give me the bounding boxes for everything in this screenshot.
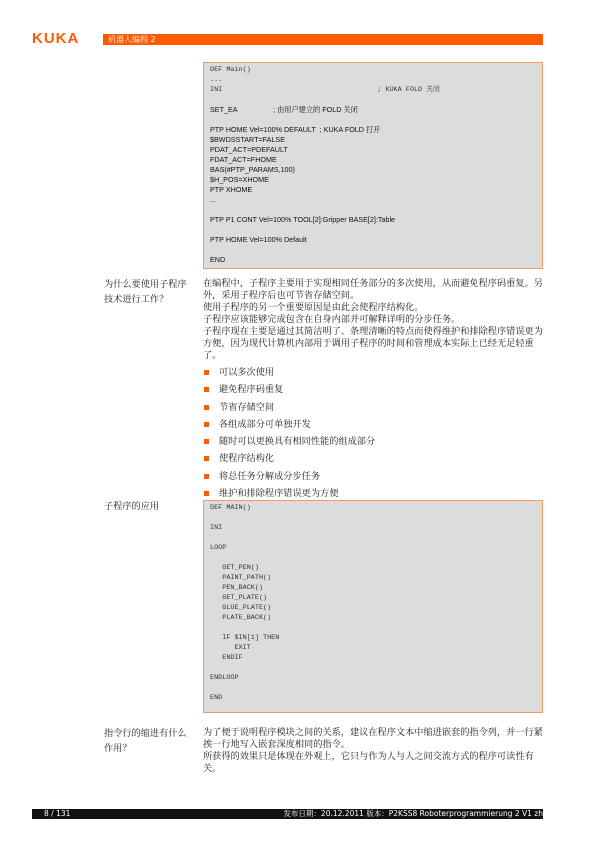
section-body-indentation (203, 727, 545, 775)
section-body-why-subprograms (203, 278, 545, 362)
document-title: 机器人编程 2 (108, 35, 156, 44)
code-line: ... (210, 76, 223, 84)
code-line: PTP XHOME (210, 185, 253, 194)
code-line: PAINT_PATH() (210, 574, 272, 582)
list-item (203, 468, 375, 485)
code-line: PLATE_BACK() (210, 614, 272, 622)
paragraph: 子程序应该能够完成包含在自身内部并可解释详明的分步任务。 (203, 314, 461, 325)
code-line (210, 683, 536, 693)
code-line: GLUE_PLATE() (210, 604, 272, 612)
code-line: INI (210, 524, 223, 532)
list-item-text: 随时可以更换具有相同性能的组成部分 (219, 436, 376, 448)
code-block-main (203, 62, 543, 269)
code-line (210, 115, 536, 125)
bullet-square-icon (204, 456, 209, 461)
list-item-text: 维护和排除程序错误更为方便 (219, 488, 339, 500)
code-line: END (210, 694, 223, 702)
footer-bar (32, 809, 543, 819)
header-bar (103, 34, 543, 45)
list-item (203, 450, 375, 467)
code-line: PTP HOME Vel=100% Default (210, 235, 307, 244)
code-line: PTP HOME Vel=100% DEFAULT ; KUKA FOLD 打开 (210, 125, 381, 134)
bullet-square-icon (204, 370, 209, 375)
section-label-indentation: 指令行的缩进有什么作用？ (104, 728, 187, 754)
paragraph: 子程序现在主要是通过其简洁明了、条理清晰的特点而使得维护和排除程序错误更为方便，因为现代计算机内部用于调用子程序的时间和管理成本实际上已经无足轻重了。 (203, 326, 543, 361)
list-item-text: 将总任务分解成分步任务 (219, 470, 321, 482)
list-item-text: 使程序结构化 (219, 453, 275, 465)
code-line (210, 205, 536, 215)
kuka-logo: KUKA (32, 30, 80, 47)
section-label-usage: 子程序的应用 (104, 501, 160, 512)
code-line: PEN_BACK() (210, 584, 264, 592)
list-item (203, 399, 375, 416)
list-item (203, 433, 375, 450)
section-label-why-subprograms: 为什么要使用子程序技术进行工作？ (104, 279, 187, 305)
page-number: 8 / 131 (44, 809, 71, 818)
list-item (203, 381, 375, 398)
list-item (203, 364, 375, 381)
code-line: IF $IN[1] THEN (210, 634, 280, 642)
code-line: $BWDSSTART=FALSE (210, 135, 286, 144)
list-item-text: 避免程序码重复 (219, 384, 284, 396)
code-line: ENDLOOP (210, 674, 239, 682)
code-block-loop (203, 500, 543, 713)
code-line (210, 225, 536, 235)
code-line: DEF Main() (210, 66, 251, 74)
code-line: ENDIF (210, 654, 243, 662)
code-line (210, 533, 536, 543)
code-line (210, 95, 536, 105)
bullet-square-icon (204, 439, 209, 444)
bullet-square-icon (204, 491, 209, 496)
code-line: EXIT (210, 644, 251, 652)
code-line: GET_PEN() (210, 564, 259, 572)
paragraph: 在编程中，子程序主要用于实现相同任务部分的多次使用，从而避免程序码重复。另外，采用子程序后也可节省存储空间。 (203, 278, 543, 301)
code-line (210, 245, 536, 255)
bullet-square-icon (204, 405, 209, 410)
code-line: DEF MAIN() (210, 504, 251, 512)
code-line: SET_EA ; 由用户建立的 FOLD 关闭 (210, 105, 358, 114)
list-item-text: 可以多次使用 (219, 367, 275, 378)
code-line: LOOP (210, 544, 227, 552)
code-line: FDAT_ACT=FHOME (210, 155, 277, 164)
code-line (210, 663, 536, 673)
paragraph: 所获得的效果只是体现在外观上，它只与作为人与人之间交流方式的程序可读性有关。 (203, 751, 534, 774)
list-item-text: 各组成部分可单独开发 (219, 418, 311, 430)
code-line: GET_PLATE() (210, 594, 268, 602)
code-line: END (210, 255, 226, 264)
advantages-list (203, 364, 375, 502)
code-line: PDAT_ACT=PDEFAULT (210, 145, 288, 154)
bullet-square-icon (204, 387, 209, 392)
publication-info: 发布日期：20.12.2011 版本：P2KSS8 Roboterprogrammierung 2 V1 zh (283, 809, 543, 818)
code-line (210, 513, 536, 523)
bullet-square-icon (204, 422, 209, 427)
code-line: $H_POS=XHOME (210, 175, 269, 184)
code-line: ... (210, 195, 216, 204)
code-line (210, 623, 536, 633)
bullet-square-icon (204, 474, 209, 479)
code-line (210, 553, 536, 563)
paragraph: 为了便于说明程序模块之间的关系，建议在程序文本中缩进嵌套的指令列，并一行紧挨一行地写入嵌套深度相同的指令。 (203, 727, 543, 750)
paragraph: 使用子程序的另一个重要原因是由此会使程序结构化。 (203, 302, 424, 313)
code-line: BAS(#PTP_PARAMS,100) (210, 165, 295, 174)
code-line: INI ; KUKA FOLD 关闭 (210, 86, 440, 94)
code-line: PTP P1 CONT Vel=100% TOOL[2]:Gripper BASE[2]:Table (210, 215, 396, 224)
list-item-text: 节省存储空间 (219, 401, 275, 413)
list-item (203, 416, 375, 433)
